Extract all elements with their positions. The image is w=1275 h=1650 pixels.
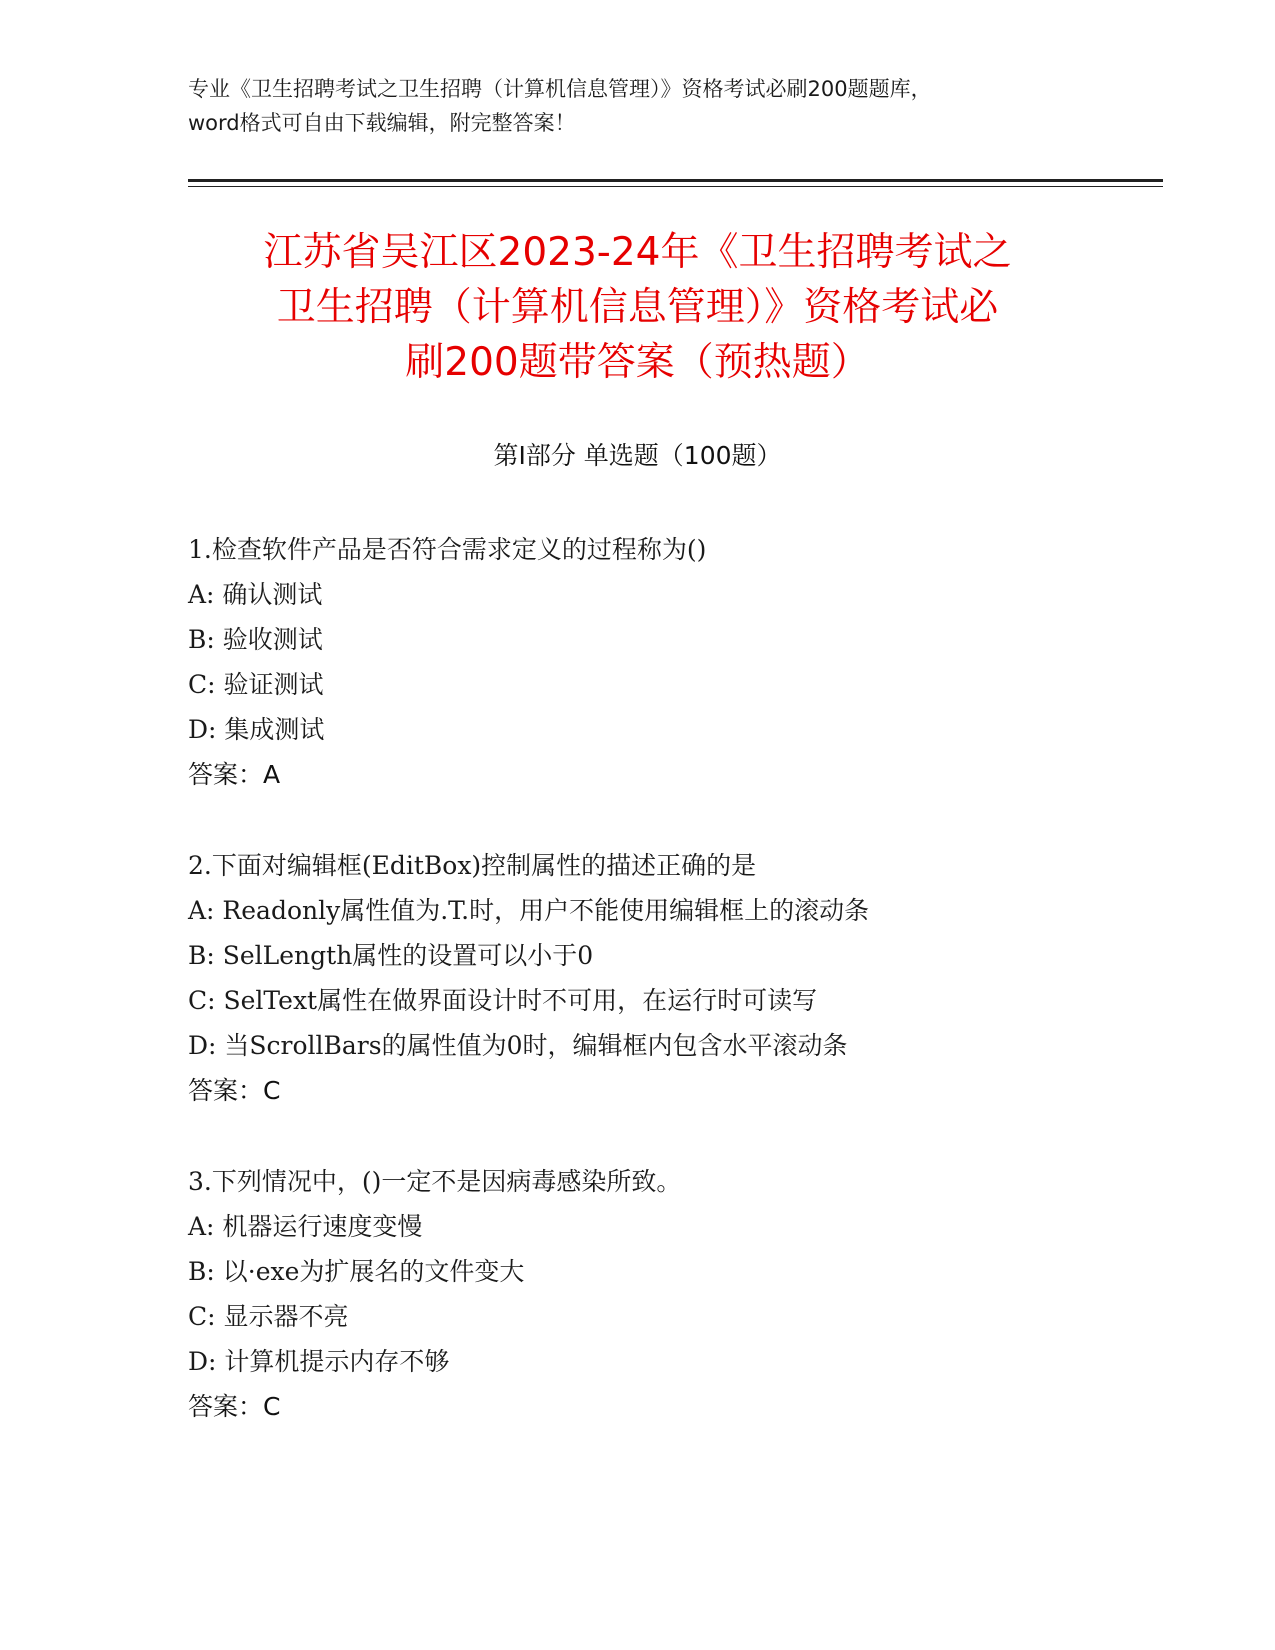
header-divider-thin <box>188 186 1163 187</box>
question-stem: 2.下面对编辑框(EditBox)控制属性的描述正确的是 <box>188 851 757 880</box>
question-list <box>188 527 1148 1475</box>
question-2 <box>188 843 1148 1113</box>
document-title-line-2: 卫生招聘（计算机信息管理）》资格考试必 <box>276 285 999 330</box>
option-c: C: 验证测试 <box>188 670 324 699</box>
option-c: C: SelText属性在做界面设计时不可用，在运行时可读写 <box>188 986 818 1015</box>
header-note <box>188 72 1088 140</box>
answer: 答案：A <box>188 760 281 789</box>
option-c: C: 显示器不亮 <box>188 1302 349 1331</box>
question-stem: 3.下列情况中，()一定不是因病毒感染所致。 <box>188 1167 682 1196</box>
option-d: D: 计算机提示内存不够 <box>188 1347 450 1376</box>
option-a: A: 确认测试 <box>188 580 323 609</box>
option-d: D: 当ScrollBars的属性值为0时，编辑框内包含水平滚动条 <box>188 1031 848 1060</box>
header-divider-thick <box>188 179 1163 182</box>
question-1 <box>188 527 1148 797</box>
document-title <box>150 225 1125 390</box>
option-b: B: SelLength属性的设置可以小于0 <box>188 941 594 970</box>
option-a: A: 机器运行速度变慢 <box>188 1212 423 1241</box>
question-stem: 1.检查软件产品是否符合需求定义的过程称为() <box>188 535 707 564</box>
question-3 <box>188 1159 1148 1429</box>
header-note-line-1: 专业《卫生招聘考试之卫生招聘（计算机信息管理）》资格考试必刷200题题库， <box>188 77 932 101</box>
document-title-line-3: 刷200题带答案（预热题） <box>405 340 870 385</box>
option-d: D: 集成测试 <box>188 715 325 744</box>
answer: 答案：C <box>188 1392 281 1421</box>
option-a: A: Readonly属性值为.T.时，用户不能使用编辑框上的滚动条 <box>188 896 870 925</box>
answer: 答案：C <box>188 1076 281 1105</box>
section-title: 第Ⅰ部分 单选题（100题） <box>493 441 782 470</box>
option-b: B: 验收测试 <box>188 625 323 654</box>
document-title-line-1: 江苏省吴江区2023-24年《卫生招聘考试之 <box>263 230 1012 275</box>
option-b: B: 以·exe为扩展名的文件变大 <box>188 1257 525 1286</box>
header-note-line-2: word格式可自由下载编辑，附完整答案！ <box>188 111 576 135</box>
